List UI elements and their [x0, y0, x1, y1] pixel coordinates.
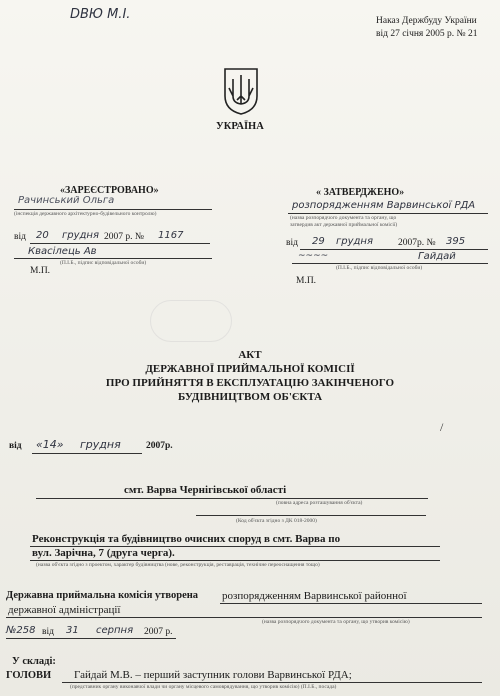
commission-value-2: державної адміністрації	[8, 604, 121, 616]
registered-signer-handwriting: Квасілець Ав	[28, 246, 97, 257]
commission-date-year: 2007 р.	[144, 627, 173, 637]
registered-org-caption: (інспекція державного архітектурно-будівельного контролю)	[14, 211, 157, 217]
approved-heading: « ЗАТВЕРДЖЕНО»	[316, 187, 405, 198]
approved-doc-caption-1: (назва розпорядчого документа та органу, що	[290, 215, 397, 221]
object-line-2: вул. Зарічна, 7 (друга черга).	[32, 547, 175, 559]
act-date-month: грудня	[80, 438, 121, 451]
commission-value-1: розпорядженням Варвинської районної	[222, 590, 407, 602]
act-title-3: ПРО ПРИЙНЯТТЯ В ЕКСПЛУАТАЦІЮ ЗАКІНЧЕНОГО	[105, 377, 395, 389]
trident-emblem-icon	[222, 66, 260, 116]
approved-signer-caption: (П.І.Б., підпис відповідальної особи)	[336, 265, 423, 271]
approved-signature-scribble: ~~~~	[298, 251, 329, 261]
commission-from: від	[42, 627, 54, 637]
object-code-caption: (Код об'єкта згідно з ДК 018-2000)	[236, 518, 317, 524]
object-caption: (назва об'єкта згідно з проектом, характер будівництва (нове, реконструкція, реставрація, технічне переоснащення тощо)	[36, 562, 320, 568]
commission-number: №258	[6, 625, 36, 636]
approved-date-prefix: від	[286, 238, 298, 248]
approved-stamp: М.П.	[296, 276, 317, 286]
commission-label: Державна приймальна комісія утворена	[6, 590, 199, 601]
act-title-2: ДЕРЖАВНОЇ ПРИЙМАЛЬНОЇ КОМІСІЇ	[145, 363, 355, 375]
registered-heading: «ЗАРЕЄСТРОВАНО»	[60, 185, 159, 196]
approved-number: 395	[446, 236, 466, 247]
approved-signer: Гайдай	[418, 251, 456, 262]
registered-date-prefix: від	[14, 232, 26, 242]
registered-date-day: 20	[36, 230, 49, 241]
registered-date-year: 2007 р. №	[104, 232, 144, 242]
registered-date-month: грудня	[62, 230, 99, 241]
approved-date-year: 2007р. №	[398, 238, 436, 248]
act-date-day: «14»	[36, 438, 64, 451]
act-title-1: АКТ	[238, 349, 262, 361]
commission-caption: (назва розпорядчого документа та органу, що утворив комісію)	[262, 619, 410, 625]
head-value: Гайдай М.В. – перший заступник голови Варвинської РДА;	[74, 669, 352, 681]
act-title-4: БУДІВНИЦТВОМ ОБ'ЄКТА	[177, 391, 323, 403]
object-line-1: Реконструкція та будівництво очисних споруд в смт. Варва по	[32, 533, 341, 545]
registered-signature-handwriting: Рачинський Ольга	[18, 195, 115, 206]
approved-date-month: грудня	[336, 236, 373, 247]
head-caption: (представник органу виконавчої влади чи органу місцевого самоврядування, що утворив комісію) (П.І.Б., посада)	[70, 684, 337, 690]
registered-number-handwriting: 1167	[158, 230, 184, 241]
approved-date-day: 29	[312, 236, 325, 247]
location-value: смт. Варва Чернігівської області	[124, 484, 287, 496]
country-name: УКРАЇНА	[216, 121, 264, 132]
handwritten-note: DBЮ М.І.	[70, 7, 131, 22]
faded-stamp-mark	[150, 300, 232, 342]
composition-label: У складі:	[12, 656, 56, 667]
location-caption: (повна адреса розташування об'єкта)	[276, 500, 363, 506]
head-label: ГОЛОВИ	[6, 670, 52, 681]
order-line-2: від 27 січня 2005 р. № 21	[376, 29, 478, 39]
commission-date-day: 31	[66, 625, 79, 636]
approved-doc-caption-2: затвердив акт державної приймальної комісії)	[290, 222, 398, 228]
act-date-year: 2007р.	[146, 441, 173, 451]
margin-mark: /	[440, 420, 444, 434]
act-date-prefix: від	[9, 441, 22, 451]
commission-date-month: серпня	[96, 625, 134, 636]
approved-doc-name: розпорядженням Варвинської РДА	[292, 200, 476, 211]
order-line-1: Наказ Держбуду України	[376, 16, 477, 26]
registered-stamp: М.П.	[30, 266, 51, 276]
registered-signer-caption: (П.І.Б., підпис відповідальної особи)	[60, 260, 147, 266]
